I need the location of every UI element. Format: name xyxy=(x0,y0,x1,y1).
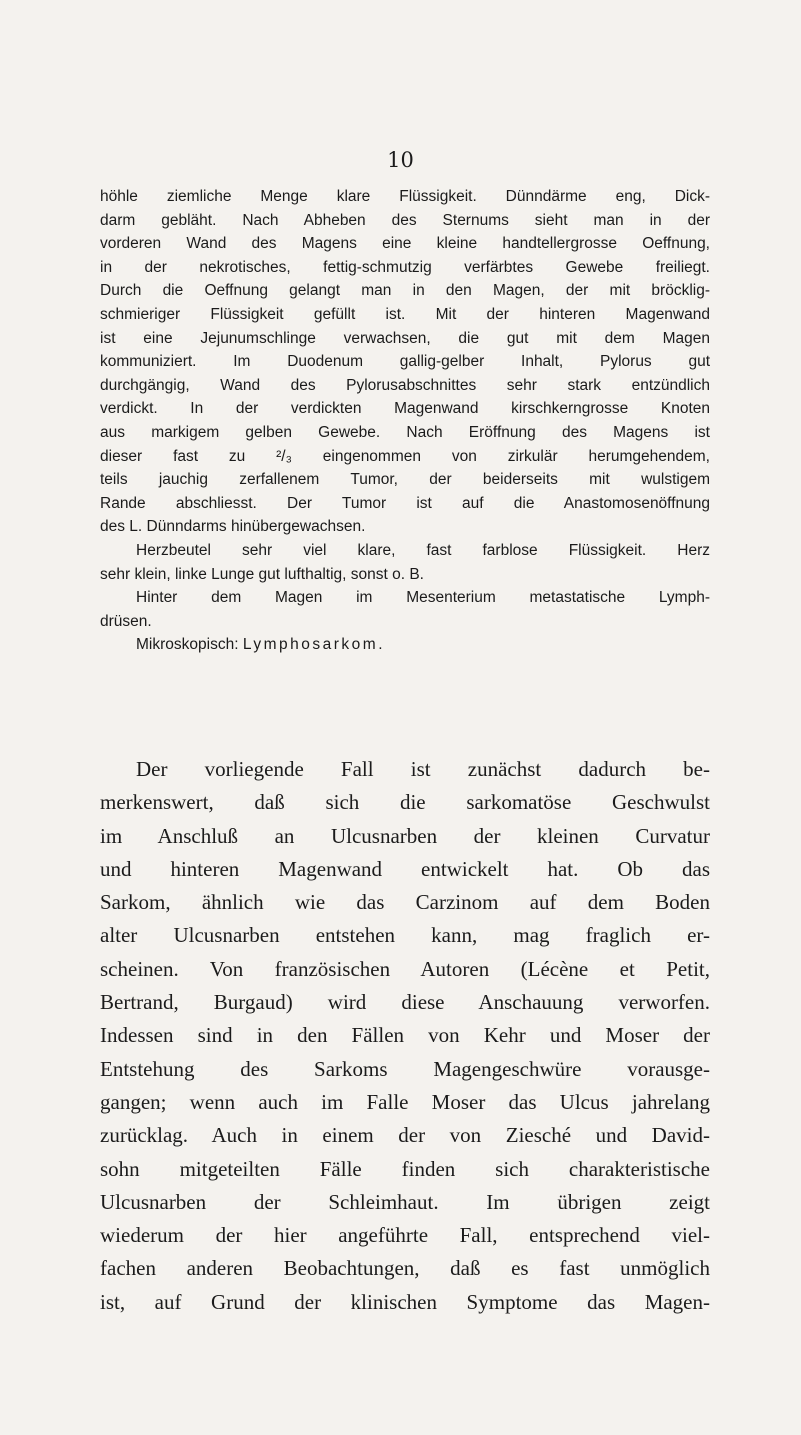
text-line: kommuniziert. Im Duodenum gallig-gelber Inhalt, Pylorus gut xyxy=(100,353,710,371)
discussion-text xyxy=(100,753,710,1319)
text-line: vorderen Wand des Magens eine kleine handtellergrosse Oeffnung, xyxy=(100,235,710,253)
text-line: Ulcusnarben der Schleimhaut. Im übrigen zeigt xyxy=(100,1189,710,1214)
microscopic-finding xyxy=(100,633,710,657)
text-line: aus markigem gelben Gewebe. Nach Eröffnung des Magens ist xyxy=(100,423,710,441)
text-line: scheinen. Von französischen Autoren (Lécène et Petit, xyxy=(100,956,710,981)
text-line: ist, auf Grund der klinischen Symptome das Magen- xyxy=(100,1289,710,1314)
text-line: schmieriger Flüssigkeit gefüllt ist. Mit der hinteren Magenwand xyxy=(100,305,710,323)
text-line: und hinteren Magenwand entwickelt hat. Ob das xyxy=(100,856,710,881)
text-line: höhle ziemliche Menge klare Flüssigkeit. Dünndärme eng, Dick- xyxy=(100,188,710,205)
text-line: merkenswert, daß sich die sarkomatöse Geschwulst xyxy=(100,790,710,815)
text-line: zurücklag. Auch in einem der von Ziesché und David- xyxy=(100,1123,710,1148)
report-paragraph xyxy=(100,563,710,587)
microscopic-diagnosis: Lymphosarkom. xyxy=(242,636,386,654)
autopsy-report xyxy=(100,185,710,657)
text-line: sehr klein, linke Lunge gut lufthaltig, sonst o. B. xyxy=(100,565,424,583)
text-line: dieser fast zu ²/₃ eingenommen von zirkulär herumgehendem, xyxy=(100,447,710,465)
text-line: Der vorliegende Fall ist zunächst dadurch be- xyxy=(136,757,710,781)
text-line: Rande abschliesst. Der Tumor ist auf die Anastomosenöffnung xyxy=(100,494,710,512)
report-paragraph xyxy=(100,586,710,610)
page-number: 10 xyxy=(387,148,414,172)
report-paragraph xyxy=(100,610,710,634)
text-line: Bertrand, Burgaud) wird diese Anschauung verworfen. xyxy=(100,990,710,1015)
text-line: alter Ulcusnarben entstehen kann, mag fraglich er- xyxy=(100,923,710,948)
text-line: Hinter dem Magen im Mesenterium metastatische Lymph- xyxy=(136,589,710,607)
discussion-paragraph xyxy=(100,753,710,1319)
text-line: Herzbeutel sehr viel klare, fast farblose Flüssigkeit. Herz xyxy=(136,541,710,559)
text-line: darm gebläht. Nach Abheben des Sternums sieht man in der xyxy=(100,211,710,229)
text-line: ist eine Jejunumschlinge verwachsen, die gut mit dem Magen xyxy=(100,329,710,347)
text-line: sohn mitgeteilten Fälle finden sich charakteristische xyxy=(100,1156,710,1181)
text-line: fachen anderen Beobachtungen, daß es fast unmöglich xyxy=(100,1256,710,1281)
report-paragraph xyxy=(100,185,710,539)
report-paragraph xyxy=(100,539,710,563)
text-line: Indessen sind in den Fällen von Kehr und Moser der xyxy=(100,1023,710,1048)
microscopic-label: Mikroskopisch: xyxy=(136,636,243,654)
text-line: teils jauchig zerfallenem Tumor, der beiderseits mit wulstigem xyxy=(100,471,710,489)
text-line: verdickt. In der verdickten Magenwand kirschkerngrosse Knoten xyxy=(100,400,710,418)
text-line: Durch die Oeffnung gelangt man in den Magen, der mit bröcklig- xyxy=(100,282,710,300)
text-line: Sarkom, ähnlich wie das Carzinom auf dem Boden xyxy=(100,890,710,915)
text-line: durchgängig, Wand des Pylorusabschnittes sehr stark entzündlich xyxy=(100,376,710,394)
text-line: des L. Dünndarms hinübergewachsen. xyxy=(100,518,366,536)
text-line: wiederum der hier angeführte Fall, entsprechend viel- xyxy=(100,1223,710,1248)
text-line: Entstehung des Sarkoms Magengeschwüre vorausge- xyxy=(100,1056,710,1081)
text-line: gangen; wenn auch im Falle Moser das Ulcus jahrelang xyxy=(100,1089,710,1114)
text-line: im Anschluß an Ulcusnarben der kleinen Curvatur xyxy=(100,823,710,848)
text-line: drüsen. xyxy=(100,612,152,630)
text-line: in der nekrotisches, fettig-schmutzig verfärbtes Gewebe freiliegt. xyxy=(100,258,710,276)
